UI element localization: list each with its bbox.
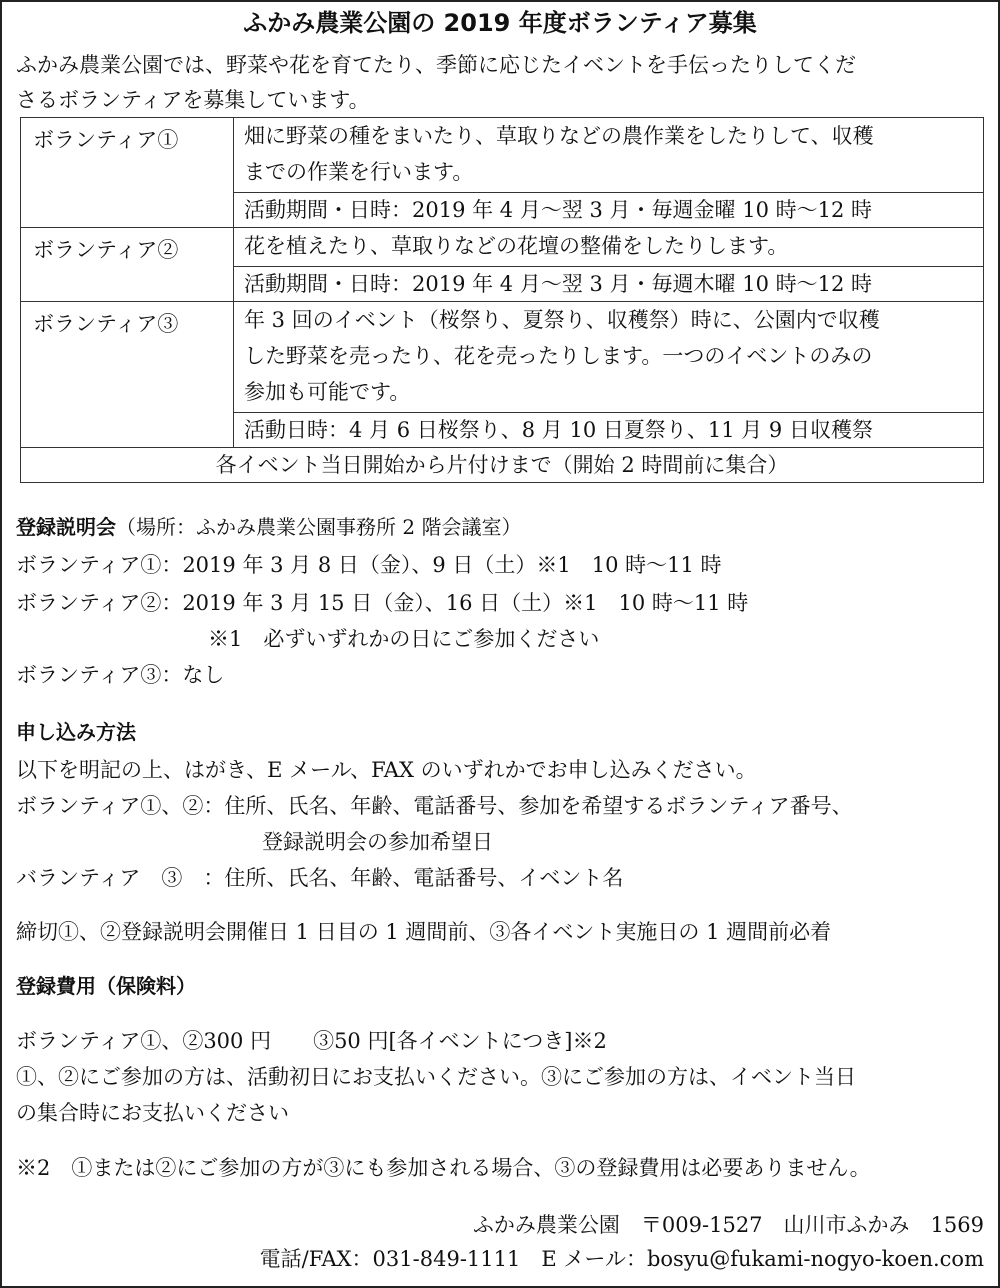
volunteer-2-desc-line-1: 花を植えたり、草取りなどの花壇の整備をしたりします。 <box>244 234 789 258</box>
volunteer-1-desc-line-1: 畑に野菜の種をまいたり、草取りなどの農作業をしたりして、収穫 <box>244 124 874 148</box>
volunteer-3-desc-line-2: した野菜を売ったり、花を売ったりします。一つのイベントのみの <box>244 344 873 368</box>
volunteer-1-desc-line-2: までの作業を行います。 <box>244 160 474 184</box>
volunteer-1-schedule: 活動期間・日時：2019 年 4 月～翌 3 月・毎週金曜 10 時～12 時 <box>234 193 984 228</box>
contact-phone-email: 電話/FAX：031-849-1111 E メール：bosyu@fukami-nogyo-koen.com <box>259 1247 984 1271</box>
volunteer-1-label: ボランティア① <box>21 118 234 228</box>
apply-deadline: 締切①、②登録説明会開催日 1 日目の 1 週間前、③各イベント実施日の 1 週間前必着 <box>16 920 832 944</box>
briefing-note: ※1 必ずいずれかの日にご参加ください <box>208 627 600 651</box>
briefing-heading: 登録説明会 <box>16 515 116 539</box>
apply-volunteer-1-2-line-1: ボランティア①、②：住所、氏名、年齢、電話番号、参加を希望するボランティア番号、 <box>16 794 853 818</box>
fee-heading: 登録費用（保険料） <box>16 974 196 998</box>
apply-volunteer-3: バランティア ③ ：住所、氏名、年齢、電話番号、イベント名 <box>16 866 624 890</box>
apply-heading: 申し込み方法 <box>16 720 136 744</box>
intro-line-1: ふかみ農業公園では、野菜や花を育てたり、季節に応じたイベントを手伝ったりしてくだ <box>16 53 856 77</box>
volunteer-1-description <box>234 118 984 193</box>
volunteer-2-description <box>234 228 984 267</box>
apply-volunteer-1-2-line-2: 登録説明会の参加希望日 <box>262 830 493 854</box>
table-footer-note: 各イベント当日開始から片付けまで（開始 2 時間前に集合） <box>21 448 984 483</box>
briefing-volunteer-2: ボランティア②：2019 年 3 月 15 日（金）、16 日（土）※1 10 時～11 時 <box>16 591 749 615</box>
fee-payment-line-1: ①、②にご参加の方は、活動初日にお支払いください。③にご参加の方は、イベント当日 <box>16 1065 856 1089</box>
apply-intro: 以下を明記の上、はがき、E メール、FAX のいずれかでお申し込みください。 <box>16 758 757 782</box>
volunteer-3-label: ボランティア③ <box>21 302 234 448</box>
volunteer-2-schedule: 活動期間・日時：2019 年 4 月～翌 3 月・毎週木曜 10 時～12 時 <box>234 267 984 302</box>
briefing-heading-line <box>16 517 521 537</box>
briefing-volunteer-3: ボランティア③：なし <box>16 663 225 687</box>
volunteer-3-desc-line-1: 年 3 回のイベント（桜祭り、夏祭り、収穫祭）時に、公園内で収穫 <box>244 308 880 332</box>
fee-note: ※2 ①または②にご参加の方が③にも参加される場合、③の登録費用は必要ありません。 <box>16 1156 871 1180</box>
briefing-place: （場所：ふかみ農業公園事務所 2 階会議室） <box>116 515 522 539</box>
fee-payment-line-2: の集合時にお支払いください <box>16 1101 289 1125</box>
volunteer-2-label: ボランティア② <box>21 228 234 302</box>
volunteer-3-schedule: 活動日時：4 月 6 日桜祭り、8 月 10 日夏祭り、11 月 9 日収穫祭 <box>234 413 984 448</box>
intro-line-2: さるボランティアを募集しています。 <box>16 88 370 112</box>
volunteer-table <box>20 117 984 483</box>
volunteer-row-1 <box>21 118 984 193</box>
contact-address: ふかみ農業公園 〒009-1527 山川市ふかみ 1569 <box>472 1213 984 1237</box>
briefing-volunteer-1: ボランティア①：2019 年 3 月 8 日（金）、9 日（土）※1 10 時～11 時 <box>16 553 722 577</box>
volunteer-3-description <box>234 302 984 413</box>
page-title: ふかみ農業公園の 2019 年度ボランティア募集 <box>243 9 757 37</box>
volunteer-3-desc-line-3: 参加も可能です。 <box>244 380 411 404</box>
volunteer-row-3 <box>21 302 984 413</box>
volunteer-row-2 <box>21 228 984 267</box>
fee-amounts: ボランティア①、②300 円 ③50 円[各イベントにつき]※2 <box>16 1029 607 1053</box>
